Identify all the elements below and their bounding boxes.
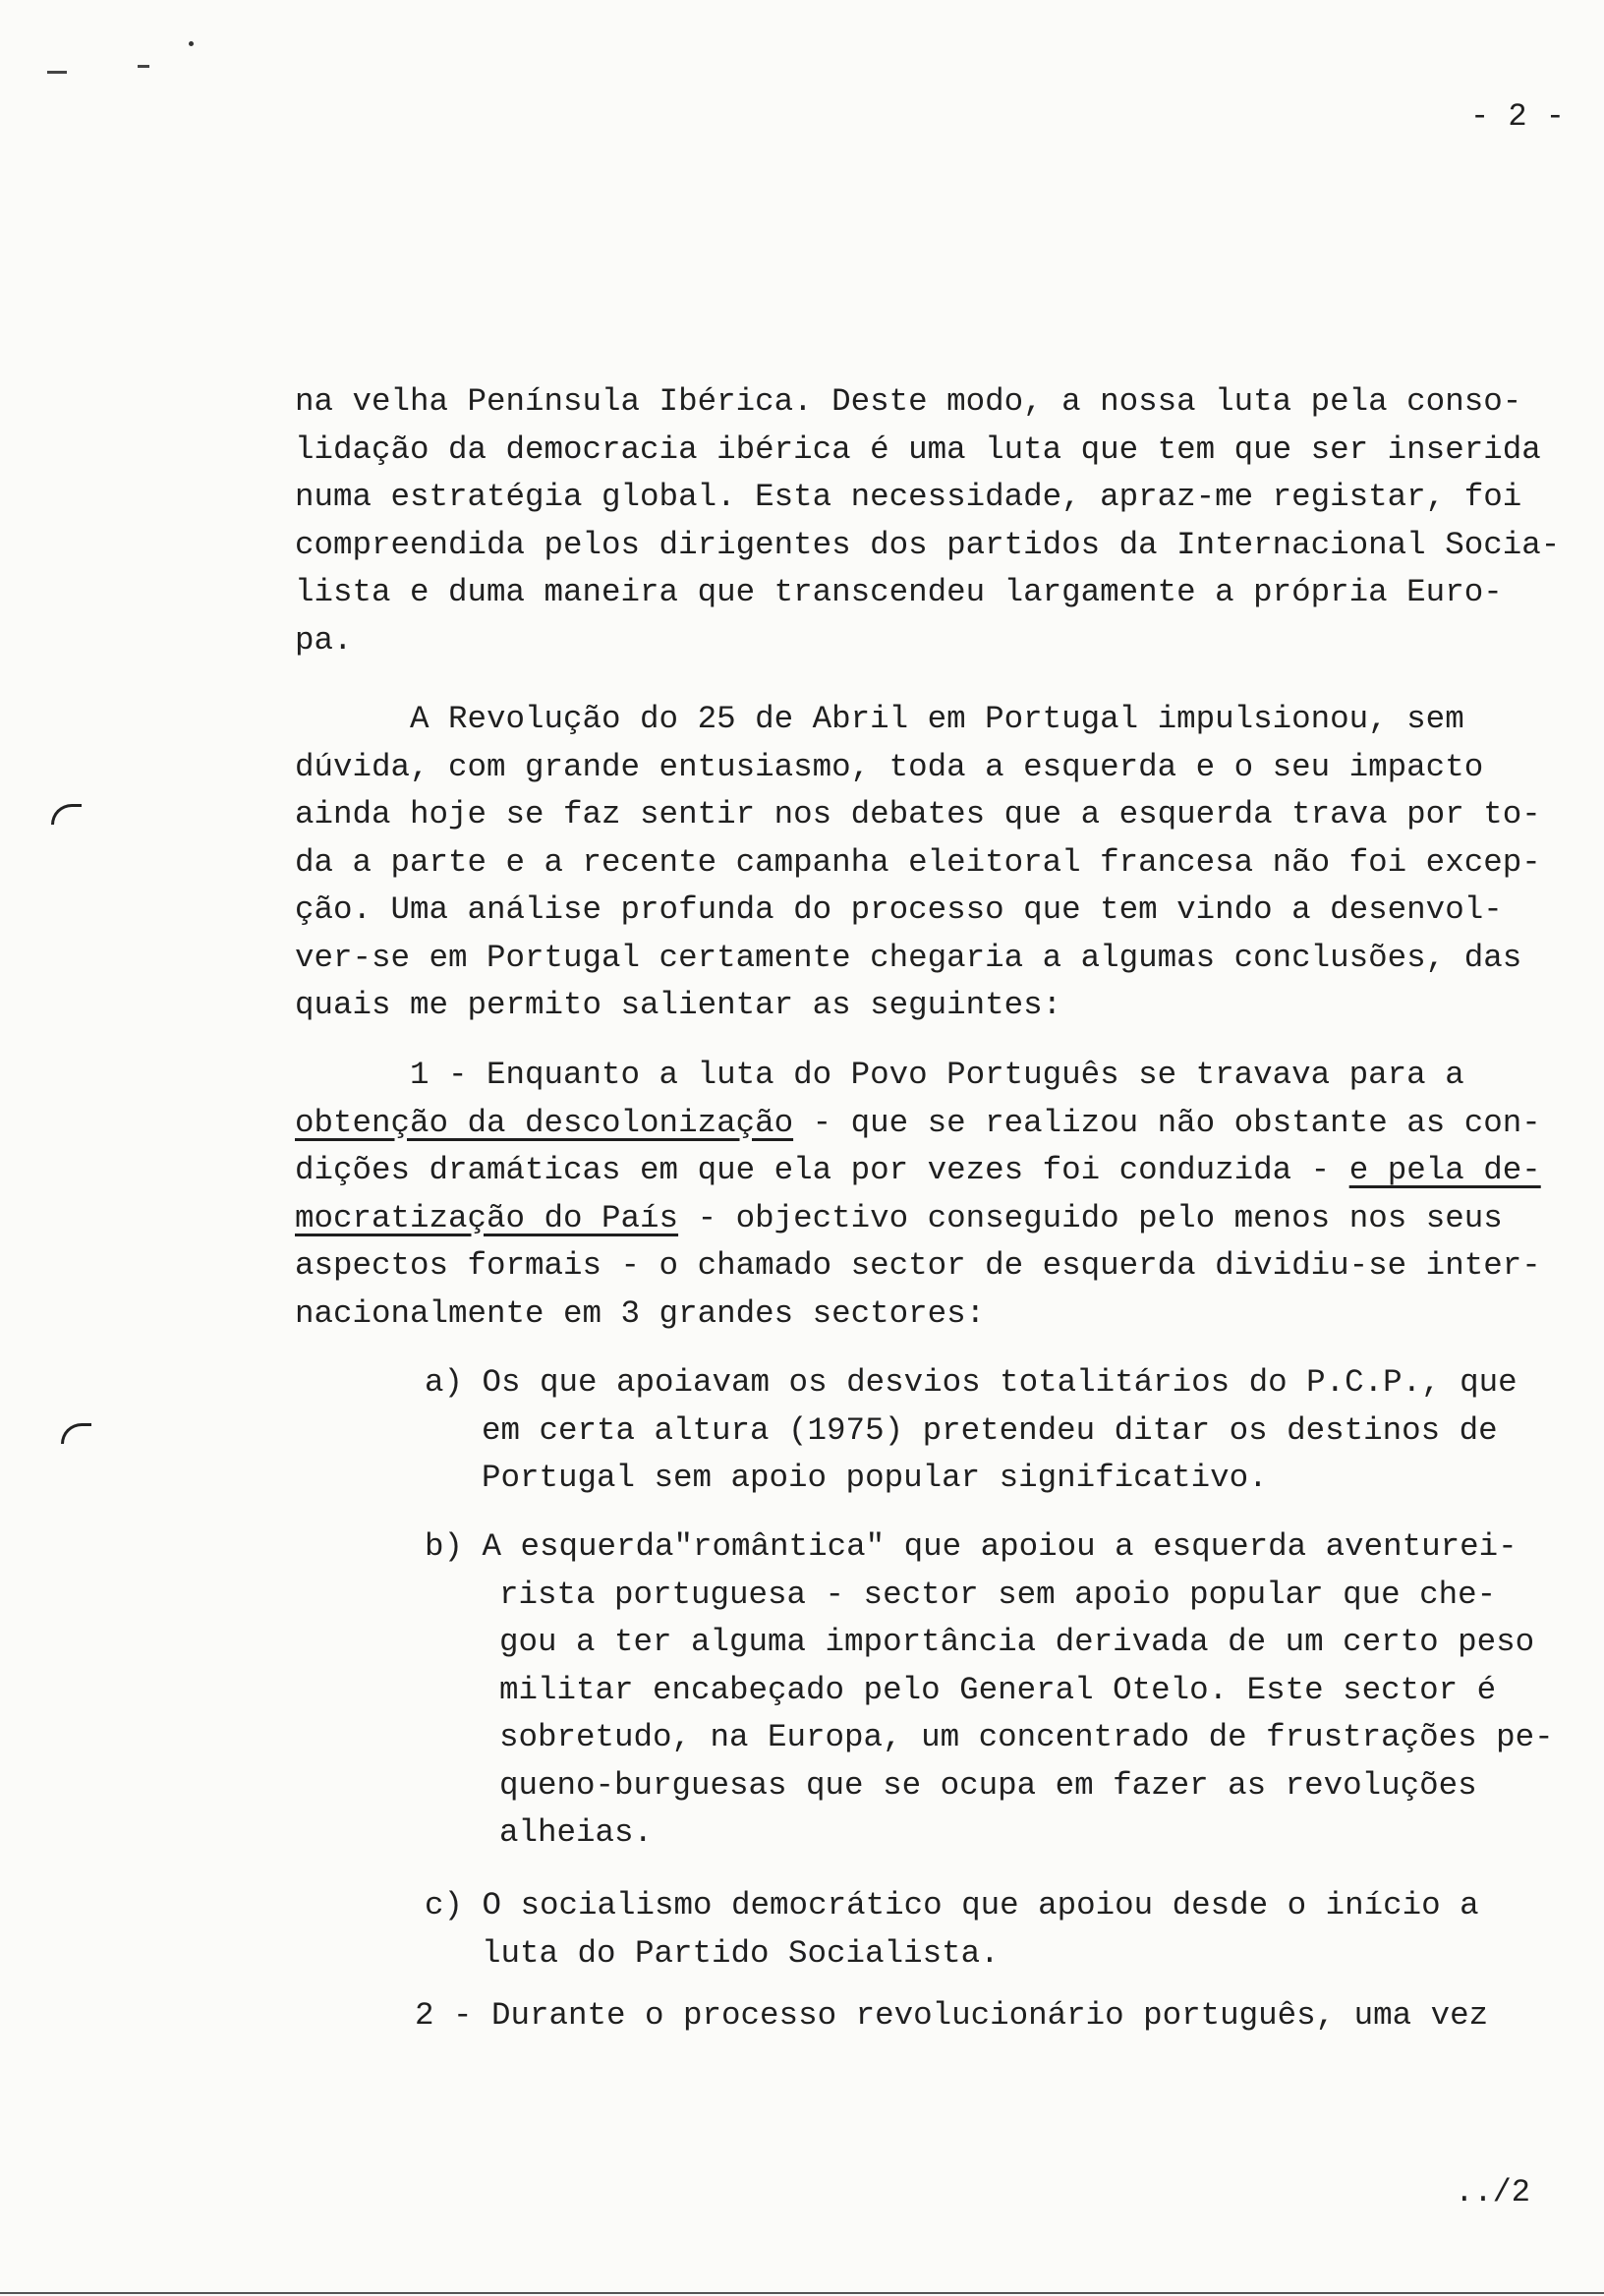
point-2 [415, 1992, 1604, 2040]
scan-artifact [189, 41, 194, 46]
text-line: rista portuguesa - sector sem apoio popular que che- [499, 1576, 1497, 1613]
text-line: A Revolução do 25 de Abril em Portugal impulsionou, sem [295, 701, 1464, 737]
text-run: - que se realizou não obstante as con- [793, 1104, 1541, 1141]
text-line: dúvida, com grande entusiasmo, toda a esquerda e o seu impacto [295, 748, 1484, 785]
text-line: da a parte e a recente campanha eleitoral francesa não foi excep- [295, 843, 1541, 881]
text-line: ção. Uma análise profunda do processo que tem vindo a desenvol- [295, 891, 1503, 928]
scan-artifact [61, 1423, 91, 1444]
text-line: alheias. [499, 1814, 654, 1851]
text-line: gou a ter alguma importância derivada de um certo peso [499, 1624, 1535, 1660]
bottom-edge-rule [0, 2292, 1604, 2294]
page-number: - 2 - [1469, 98, 1565, 135]
text-line: c) O socialismo democrático que apoiou desde o início a [425, 1887, 1479, 1923]
text-line: 2 - Durante o processo revolucionário português, uma vez [415, 1997, 1489, 2034]
text-line: numa estratégia global. Esta necessidade, apraz-me registar, foi [295, 479, 1522, 515]
underlined-phrase: mocratização do País [295, 1199, 679, 1236]
paragraph-3 [295, 1052, 1592, 1338]
text-line: Portugal sem apoio popular significativo. [482, 1460, 1268, 1496]
text-line [295, 1195, 1592, 1243]
paragraph-2 [295, 696, 1592, 1030]
text-line [295, 1147, 1592, 1195]
text-line: ainda hoje se faz sentir nos debates que a esquerda trava por to- [295, 796, 1541, 832]
text-line: lidação da democracia ibérica é uma luta que tem que ser inserida [295, 430, 1541, 468]
underlined-phrase: obtenção da descolonização [295, 1104, 794, 1141]
text-line: compreendida pelos dirigentes dos partidos da Internacional Socia- [295, 526, 1561, 563]
text-line: na velha Península Ibérica. Deste modo, a nossa luta pela conso- [295, 383, 1522, 420]
text-line: 1 - Enquanto a luta do Povo Português se travava para a [295, 1057, 1464, 1093]
text-line: lista e duma maneira que transcendeu largamente a própria Euro- [295, 574, 1503, 610]
continuation-mark: ../2 [1455, 2174, 1530, 2210]
text-line: sobretudo, na Europa, um concentrado de frustrações pe- [499, 1719, 1554, 1755]
text-line: a) Os que apoiavam os desvios totalitários do P.C.P., que [425, 1364, 1518, 1401]
list-item-b [425, 1523, 1604, 1858]
scan-artifact [47, 71, 67, 74]
text-line: luta do Partido Socialista. [482, 1934, 1000, 1972]
text-line: em certa altura (1975) pretendeu ditar os destinos de [482, 1411, 1498, 1449]
text-run: dições dramáticas em que ela por vezes foi conduzida - [295, 1152, 1349, 1188]
text-line: ver-se em Portugal certamente chegaria a algumas conclusões, das [295, 939, 1522, 976]
text-line: pa. [295, 621, 353, 659]
text-line: militar encabeçado pelo General Otelo. Este sector é [499, 1671, 1497, 1708]
text-line: b) A esquerda"romântica" que apoiou a esquerda aventurei- [425, 1528, 1518, 1565]
scan-artifact [51, 804, 82, 825]
text-line: aspectos formais - o chamado sector de esquerda dividiu-se inter- [295, 1247, 1541, 1284]
underlined-phrase: e pela de- [1348, 1152, 1541, 1188]
list-item-c [425, 1882, 1604, 1978]
text-line: quais me permito salientar as seguintes: [295, 987, 1062, 1023]
text-line: nacionalmente em 3 grandes sectores: [295, 1294, 986, 1332]
text-line: queno-burguesas que se ocupa em fazer as revoluções [499, 1766, 1477, 1804]
paragraph-1 [295, 378, 1592, 664]
list-item-a [425, 1359, 1604, 1503]
text-line [295, 1100, 1592, 1148]
text-run: - objectivo conseguido pelo menos nos seus [678, 1199, 1503, 1236]
scan-artifact [138, 65, 149, 68]
